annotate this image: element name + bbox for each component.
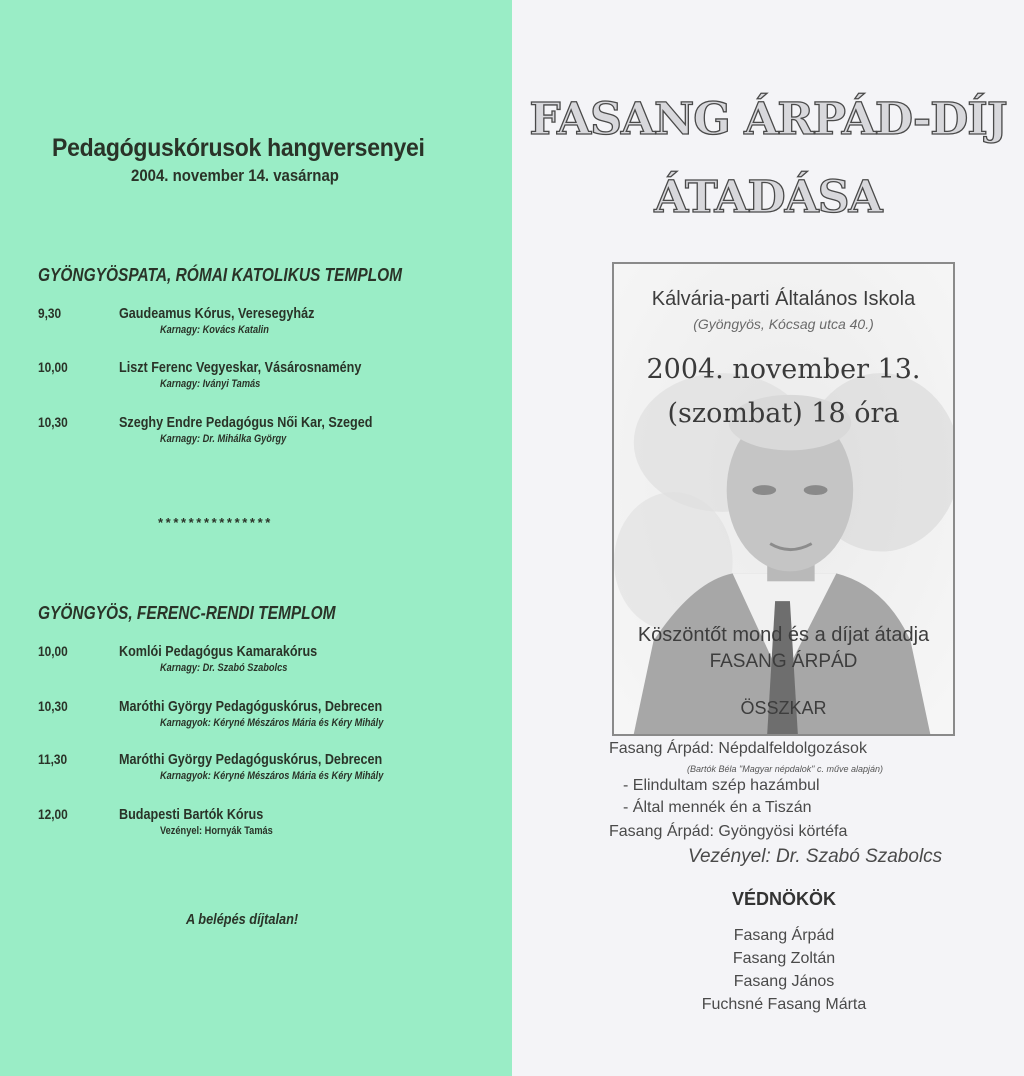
entry-time: 9,30 — [38, 305, 62, 321]
award-ceremony-flyer — [512, 0, 1024, 1076]
entry-choir: Budapesti Bartók Kórus — [119, 806, 264, 823]
program-note: (Bartók Béla "Magyar népdalok" c. műve alapján) — [687, 764, 883, 774]
award-subtitle: ÁTADÁSA — [654, 172, 882, 223]
patron-name: Fasang Zoltán — [732, 950, 836, 967]
entry-choir: Gaudeamus Kórus, Veresegyház — [119, 305, 315, 322]
patron-name: Fasang Árpád — [733, 927, 835, 944]
flyer-date: 2004. november 14. vasárnap — [131, 166, 339, 185]
program-song: - Által mennék én a Tiszán — [623, 799, 812, 816]
entry-conductor: Karnagyok: Kéryné Mészáros Mária és Kéry Mihály — [160, 717, 384, 729]
program-song: - Elindultam szép hazámbul — [623, 777, 820, 794]
program-item: Fasang Árpád: Gyöngyösi körtéfa — [609, 823, 848, 840]
event-time: (szombat) 18 óra — [667, 398, 900, 429]
entry-time: 10,30 — [38, 698, 68, 714]
entry-choir: Maróthi György Pedagóguskórus, Debrecen — [119, 698, 383, 715]
entry-time: 10,00 — [38, 643, 68, 659]
entry-conductor: Karnagy: Iványi Tamás — [160, 378, 261, 390]
patron-name: Fuchsné Fasang Márta — [701, 996, 867, 1013]
conductor-line: Vezényel: Dr. Szabó Szabolcs — [688, 846, 943, 867]
section-heading: GYÖNGYÖS, FERENC-RENDI TEMPLOM — [38, 603, 336, 623]
flyer-title: Pedagóguskórusok hangversenyei — [52, 134, 425, 162]
entry-conductor: Vezényel: Hornyák Tamás — [160, 825, 273, 837]
admission-note: A belépés díjtalan! — [186, 911, 299, 928]
entry-choir: Maróthi György Pedagóguskórus, Debrecen — [119, 751, 383, 768]
section-heading: GYÖNGYÖSPATA, RÓMAI KATOLIKUS TEMPLOM — [38, 265, 403, 285]
presenter-name: FASANG ÁRPÁD — [709, 651, 858, 672]
separator: *************** — [158, 515, 273, 530]
patrons-heading: VÉDNÖKÖK — [731, 889, 836, 909]
award-title: FASANG ÁRPÁD-DÍJ — [529, 94, 1007, 145]
entry-choir: Komlói Pedagógus Kamarakórus — [119, 643, 318, 660]
venue-address: (Gyöngyös, Kócsag utca 40.) — [693, 316, 874, 332]
program-item: Fasang Árpád: Népdalfeldolgozások — [609, 740, 867, 757]
performer-name: ÖSSZKAR — [740, 698, 827, 718]
patron-name: Fasang János — [733, 973, 835, 990]
event-date: 2004. november 13. — [646, 354, 921, 385]
entry-time: 10,00 — [38, 359, 68, 375]
entry-conductor: Karnagy: Dr. Mihálka György — [160, 433, 287, 445]
venue-name: Kálvária-parti Általános Iskola — [651, 288, 916, 310]
entry-choir: Liszt Ferenc Vegyeskar, Vásárosnamény — [119, 359, 362, 376]
entry-choir: Szeghy Endre Pedagógus Női Kar, Szeged — [119, 414, 373, 431]
entry-conductor: Karnagyok: Kéryné Mészáros Mária és Kéry Mihály — [160, 770, 384, 782]
entry-conductor: Karnagy: Dr. Szabó Szabolcs — [160, 662, 288, 674]
photo-frame — [612, 262, 955, 736]
entry-conductor: Karnagy: Kovács Katalin — [160, 324, 269, 336]
greeting-text: Köszöntőt mond és a díjat átadja — [637, 624, 930, 646]
entry-time: 10,30 — [38, 414, 68, 430]
entry-time: 11,30 — [38, 751, 68, 767]
entry-time: 12,00 — [38, 806, 68, 822]
